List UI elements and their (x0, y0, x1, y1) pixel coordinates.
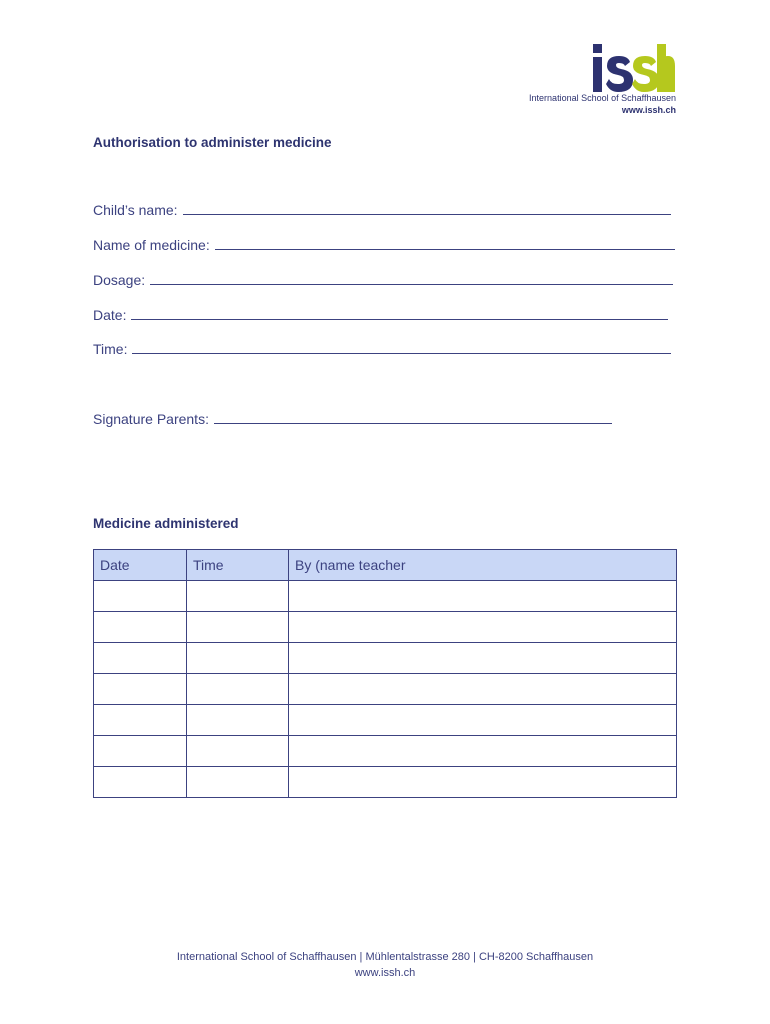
table-cell[interactable] (94, 767, 187, 798)
medicine-name-field[interactable] (93, 237, 675, 253)
field-label: Date: (93, 307, 127, 323)
logo-url: www.issh.ch (621, 105, 676, 115)
column-header-time: Time (187, 550, 289, 581)
log-title: Medicine administered (93, 516, 239, 531)
table-cell[interactable] (289, 612, 677, 643)
fill-in-line[interactable] (215, 248, 675, 250)
fill-in-line[interactable] (150, 283, 673, 285)
table-cell[interactable] (289, 581, 677, 612)
table-row (94, 674, 677, 705)
footer-address: International School of Schaffhausen | Mühlentalstrasse 280 | CH-8200 Schaffhausen (176, 951, 594, 963)
table-row (94, 643, 677, 674)
table-header-row (94, 550, 677, 581)
column-header-date: Date (94, 550, 187, 581)
table-cell[interactable] (94, 736, 187, 767)
table-row (94, 612, 677, 643)
table-cell[interactable] (94, 612, 187, 643)
time-field[interactable] (93, 341, 671, 357)
table-cell[interactable] (187, 612, 289, 643)
table-cell[interactable] (289, 736, 677, 767)
table-cell[interactable] (94, 643, 187, 674)
issh-logo-mark (590, 44, 675, 92)
childs-name-field[interactable] (93, 202, 671, 218)
table-row (94, 581, 677, 612)
dosage-field[interactable] (93, 272, 673, 288)
table-cell[interactable] (289, 767, 677, 798)
logo-school-name: International School of Schaffhausen (529, 93, 676, 103)
table-row (94, 736, 677, 767)
table-cell[interactable] (94, 674, 187, 705)
field-label: Name of medicine: (93, 237, 210, 253)
field-label: Time: (93, 341, 128, 357)
table-cell[interactable] (187, 705, 289, 736)
table-cell[interactable] (94, 705, 187, 736)
table-cell[interactable] (94, 581, 187, 612)
table-cell[interactable] (187, 643, 289, 674)
table-cell[interactable] (289, 705, 677, 736)
field-label: Child’s name: (93, 202, 178, 218)
table-cell[interactable] (289, 674, 677, 705)
table-cell[interactable] (289, 643, 677, 674)
medicine-log-table (93, 549, 677, 798)
signature-line[interactable] (214, 422, 612, 424)
school-logo (529, 44, 680, 120)
fill-in-line[interactable] (183, 213, 671, 215)
form-title: Authorisation to administer medicine (93, 135, 332, 150)
table-cell[interactable] (187, 581, 289, 612)
table-cell[interactable] (187, 736, 289, 767)
fill-in-line[interactable] (132, 352, 671, 354)
fill-in-line[interactable] (131, 318, 668, 320)
table-cell[interactable] (187, 674, 289, 705)
footer-url: www.issh.ch (354, 967, 416, 979)
table-row (94, 767, 677, 798)
column-header-by: By (name teacher (289, 550, 677, 581)
table-cell[interactable] (187, 767, 289, 798)
signature-parents-field[interactable] (93, 411, 612, 427)
table-row (94, 705, 677, 736)
field-label: Dosage: (93, 272, 146, 288)
date-field[interactable] (93, 307, 668, 323)
field-label: Signature Parents: (93, 411, 209, 427)
